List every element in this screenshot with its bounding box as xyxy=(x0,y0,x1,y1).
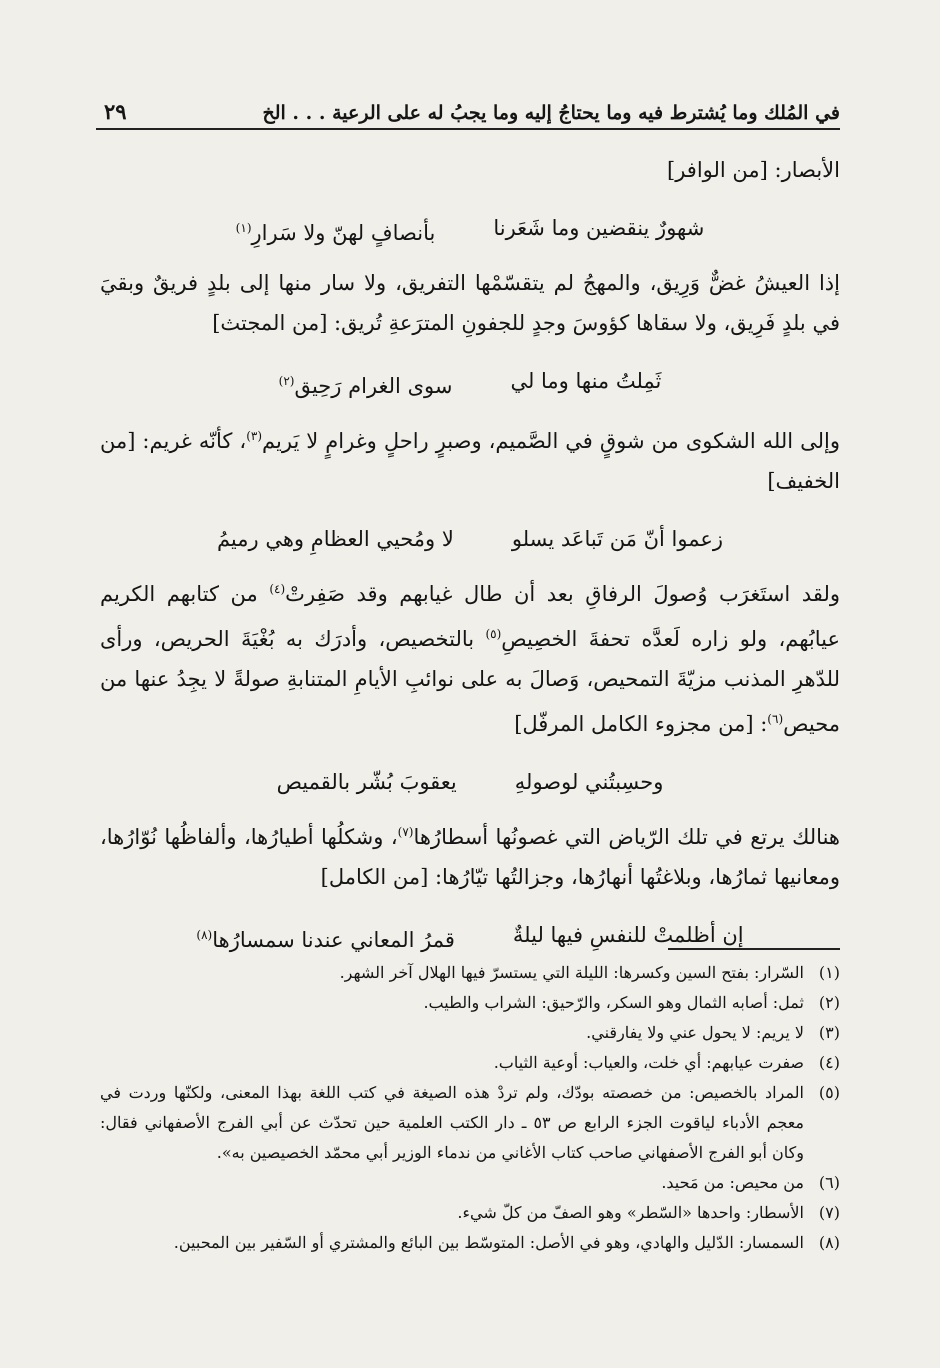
verse-second-hemistich: قمرُ المعاني عندنا سمسارُها$^{(٨)}$ xyxy=(196,928,455,952)
footnote-number: (٨) xyxy=(818,1233,840,1252)
paragraph-text: من كتابهم الكريم عيابُهم، ولو زاره لَعدَّه تحفةَ الخصِيصِ xyxy=(100,582,841,651)
paragraph-text: الأبصار: [من الوافر] xyxy=(667,158,840,182)
footnote-number: (٢) xyxy=(818,993,840,1012)
verse-first-hemistich: وحسِبتُني لوصولهِ xyxy=(514,770,664,794)
paragraph xyxy=(100,150,840,190)
footnote-text: السمسار: الدّليل والهادي، وهو في الأصل: المتوسّط بين البائع والمشتري أو السّفير بين المحبين. xyxy=(173,1233,804,1252)
footnote xyxy=(100,958,840,988)
footnote-text: من محيص: من مَحيد. xyxy=(661,1173,804,1192)
verse-second-hemistich: يعقوبَ بُشّر بالقميص xyxy=(276,770,457,794)
paragraph xyxy=(100,416,840,501)
footnote-number: (٣) xyxy=(818,1023,840,1042)
footnote-marker: (٥) xyxy=(485,627,502,641)
footnote-marker: (٢) xyxy=(278,374,295,388)
footnote-text: صفرت عيابهم: أي خلت، والعياب: أوعية الثياب. xyxy=(493,1053,804,1072)
paragraph xyxy=(100,263,840,343)
footnote-text: لا يريم: لا يحول عني ولا يفارقني. xyxy=(586,1023,804,1042)
footnote xyxy=(100,1048,840,1078)
verse-first-hemistich: ثَمِلتُ منها وما لي xyxy=(510,369,662,393)
footnote-text: الأسطار: واحدها «السّطر» وهو الصفّ من كلّ شيء. xyxy=(457,1203,804,1222)
footnote xyxy=(100,1198,840,1228)
verse-second-hemistich: سوى الغرام رَحِيق$^{(٢)}$ xyxy=(278,374,453,398)
verse xyxy=(100,361,840,406)
main-text xyxy=(100,150,840,970)
footnote xyxy=(100,1228,840,1258)
paragraph-text: ، وشكلُها أطيارُها، وألفاظُها نُوّارُها، ومعانيها ثمارُها، وبلاغتُها أنهارُها، وجزالتُها تيّارُها: [من الكامل] xyxy=(100,825,840,889)
verse xyxy=(100,762,840,802)
verse-first-hemistich: إن أظلمتْ للنفسِ فيها ليلةٌ xyxy=(512,923,744,947)
footnote-number: (٤) xyxy=(818,1053,840,1072)
paragraph-text: وإلى الله الشكوى من شوقٍ في الصَّميم، وصبرٍ راحلٍ وغرامٍ لا يَريم xyxy=(262,429,840,453)
verse xyxy=(100,915,840,960)
footnote-number: (٧) xyxy=(818,1203,840,1222)
paragraph-text: : [من مجزوء الكامل المرفّل] xyxy=(514,712,768,736)
verse-first-hemistich: شهورٌ ينقضين وما شَعَرنا xyxy=(493,216,705,240)
page-number: ٢٩ xyxy=(104,99,127,124)
footnote-marker: (٨) xyxy=(196,928,213,942)
footnote-number: (٦) xyxy=(818,1173,840,1192)
footnote xyxy=(100,1018,840,1048)
footnotes xyxy=(100,958,840,1258)
verse xyxy=(100,519,840,559)
running-title: في المُلك وما يُشترط فيه وما يحتاجُ إليه وما يجبُ له على الرعية . . . الخ xyxy=(262,102,840,124)
footnote xyxy=(100,1078,840,1168)
footnote-separator xyxy=(668,948,840,950)
paragraph-text: هنالك يرتع في تلك الرّياض التي غصونُها أسطارُها xyxy=(413,825,840,849)
paragraph-text: ، كأنّه غريم: [من الخفيف] xyxy=(100,429,840,493)
footnote xyxy=(100,988,840,1018)
verse-second-hemistich: بأنصافٍ لهنّ ولا سَرارِ$^{(١)}$ xyxy=(235,221,436,245)
footnote-marker: (٧) xyxy=(397,825,414,839)
verse-second-hemistich: لا ومُحيي العظامِ وهي رميمُ xyxy=(216,527,454,551)
page-header xyxy=(96,94,840,130)
paragraph-text: بالتخصيص، وأدرَك به بُغْيَةَ الحريص، ورأى للدّهرِ المذنب مزيّةَ التمحيص، وَصالَ به على نوائبِ الأيامِ المتنابةِ صولةً لا يجِدُ عنها من محيص xyxy=(100,627,840,736)
verse-first-hemistich: زعموا أنّ مَن تَباعَد يسلو xyxy=(511,527,724,551)
paragraph-text: ولقد استَغرَب وُصولَ الرفاقِ بعد أن طال غيابهم وقد صَفِرتْ xyxy=(285,582,840,606)
paragraph xyxy=(100,812,840,897)
footnote xyxy=(100,1168,840,1198)
verse xyxy=(100,208,840,253)
paragraph xyxy=(100,569,840,744)
footnote-text: المراد بالخصيص: من خصصته بودّك، ولم تردْ هذه الصيغة في كتب اللغة بهذا المعنى، ولكنّها وردت في معجم الأدباء لياقوت الجزء الرابع ص ٥٣ ـ دار الكتب العلمية حين تحدّث عن أبي الفرج الأصفهاني فقال: وكان أبو الفرج الأصفهاني صاحب كتاب الأغاني من ندماء الوزير أبي محمّد الخصيصين به». xyxy=(100,1083,804,1162)
footnote-number: (٥) xyxy=(818,1083,840,1102)
footnote-marker: (٤) xyxy=(269,582,286,596)
footnote-marker: (٣) xyxy=(246,429,263,443)
footnote-text: السّرار: بفتح السين وكسرها: الليلة التي يستسرّ فيها الهلال آخر الشهر. xyxy=(339,963,804,982)
footnote-marker: (١) xyxy=(235,221,252,235)
paragraph-text: إذا العيشُ غضٌّ وَرِيق، والمهجُ لم يتقسّمْها التفريق، ولا سار منها إلى بلدٍ فريقٌ وبقيَ في بلدٍ فَرِيق، ولا سقاها كؤوسَ وجدٍ للجفونِ المترَعةِ تُريق: [من المجتث] xyxy=(100,271,840,335)
footnote-marker: (٦) xyxy=(767,712,784,726)
footnote-text: ثمل: أصابه الثمال وهو السكر، والرّحيق: الشراب والطيب. xyxy=(423,993,804,1012)
footnote-number: (١) xyxy=(818,963,840,982)
